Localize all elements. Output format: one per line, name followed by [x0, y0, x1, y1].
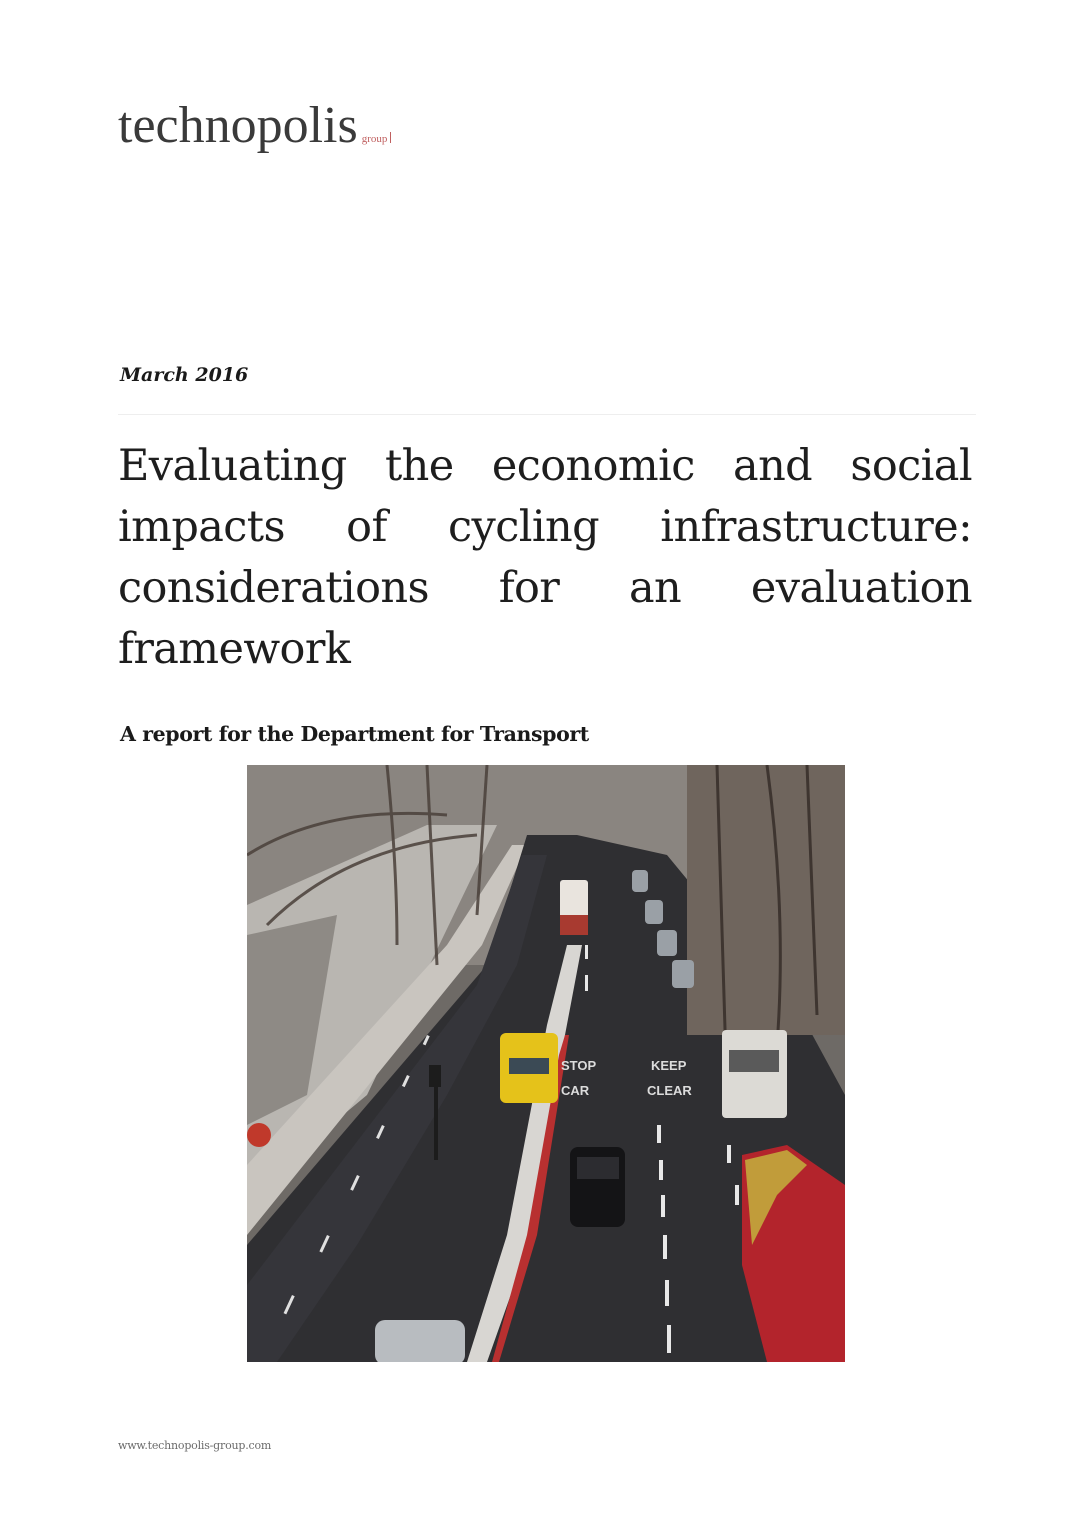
svg-text:CAR: CAR — [561, 1083, 590, 1098]
technopolis-logo — [118, 97, 391, 154]
logo-group-suffix: group — [362, 132, 392, 145]
title-line-3: considerations for an evaluation — [118, 563, 972, 613]
publication-date: March 2016 — [120, 364, 249, 386]
cover-photo — [247, 765, 845, 1362]
footer-website-link[interactable]: www.technopolis-group.com — [118, 1439, 272, 1452]
road-marking-stop: STOP — [561, 1058, 597, 1073]
divider — [118, 414, 976, 415]
document-subtitle: A report for the Department for Transport — [120, 722, 589, 746]
title-line-4: framework — [118, 624, 351, 674]
logo-wordmark: technopolis — [118, 97, 358, 154]
title-line-1: Evaluating the economic and social — [118, 441, 972, 491]
logo-bar-icon — [390, 132, 391, 143]
svg-text:CLEAR: CLEAR — [647, 1083, 692, 1098]
title-line-2: impacts of cycling infrastructure: — [118, 502, 972, 552]
document-title — [118, 436, 972, 680]
svg-text:KEEP: KEEP — [651, 1058, 687, 1073]
